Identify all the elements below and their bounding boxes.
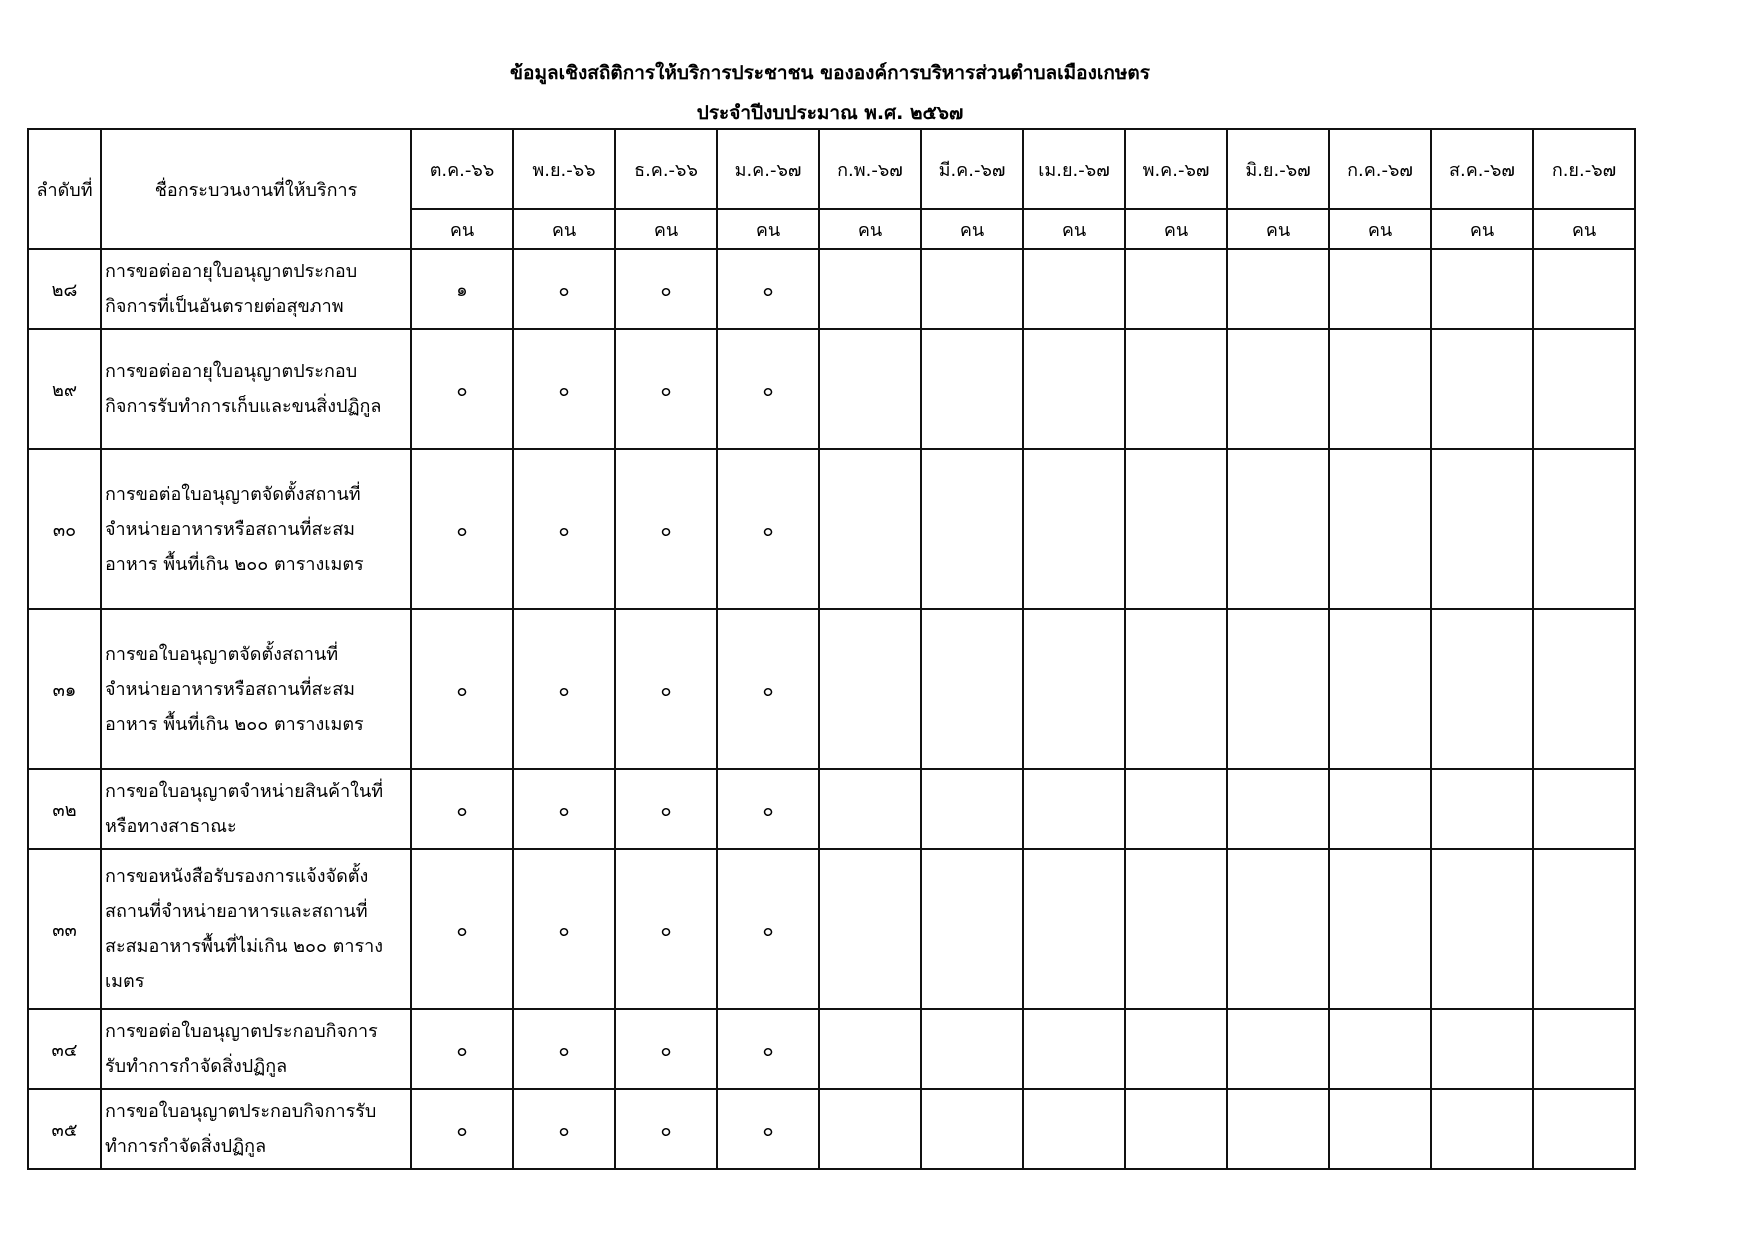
header-unit: คน — [819, 209, 921, 249]
row-value — [819, 249, 921, 329]
header-month: มิ.ย.-๖๗ — [1227, 129, 1329, 209]
row-value — [819, 329, 921, 449]
service-name-line: อาหาร พื้นที่เกิน ๒๐๐ ตารางเมตร — [105, 713, 364, 735]
header-month: ก.ค.-๖๗ — [1329, 129, 1431, 209]
row-value — [921, 329, 1023, 449]
service-name-line: การขอใบอนุญาตจัดตั้งสถานที่ — [105, 643, 339, 665]
row-value — [819, 609, 921, 769]
row-value — [1431, 609, 1533, 769]
header-unit: คน — [1125, 209, 1227, 249]
header-unit: คน — [615, 209, 717, 249]
row-value: ๐ — [513, 1009, 615, 1089]
row-value — [1533, 449, 1635, 609]
row-value — [1023, 449, 1125, 609]
header-month: ส.ค.-๖๗ — [1431, 129, 1533, 209]
header-unit: คน — [1533, 209, 1635, 249]
row-value — [819, 449, 921, 609]
service-name-line: อาหาร พื้นที่เกิน ๒๐๐ ตารางเมตร — [105, 553, 364, 575]
row-service-name — [101, 249, 411, 329]
table-row — [28, 449, 1635, 609]
row-value — [819, 849, 921, 1009]
row-value: ๑ — [411, 249, 513, 329]
row-value — [1533, 769, 1635, 849]
row-value — [1431, 249, 1533, 329]
row-value — [1023, 1089, 1125, 1169]
row-value — [1227, 1089, 1329, 1169]
row-value — [1227, 769, 1329, 849]
row-value: ๐ — [513, 849, 615, 1009]
row-value — [1023, 609, 1125, 769]
table-row — [28, 1009, 1635, 1089]
row-value — [1125, 849, 1227, 1009]
row-number: ๓๕ — [28, 1089, 101, 1169]
row-value — [921, 249, 1023, 329]
row-value — [1125, 609, 1227, 769]
row-value — [1329, 1089, 1431, 1169]
header-unit: คน — [921, 209, 1023, 249]
header-month: เม.ย.-๖๗ — [1023, 129, 1125, 209]
row-value: ๐ — [615, 769, 717, 849]
row-value — [1125, 1089, 1227, 1169]
header-month: ก.ย.-๖๗ — [1533, 129, 1635, 209]
service-name-line: สถานที่จำหน่ายอาหารและสถานที่ — [105, 901, 368, 922]
row-value — [1533, 609, 1635, 769]
header-month: ต.ค.-๖๖ — [411, 129, 513, 209]
service-name-line: การขอใบอนุญาตประกอบกิจการรับ — [105, 1101, 377, 1122]
row-value — [1125, 769, 1227, 849]
row-value — [1533, 329, 1635, 449]
row-service-name — [101, 1009, 411, 1089]
row-service-name — [101, 449, 411, 609]
row-value — [1431, 1009, 1533, 1089]
row-value: ๐ — [411, 769, 513, 849]
table-row — [28, 249, 1635, 329]
header-unit: คน — [513, 209, 615, 249]
row-value: ๐ — [717, 609, 819, 769]
row-value — [921, 449, 1023, 609]
header-unit: คน — [1227, 209, 1329, 249]
row-value — [1431, 769, 1533, 849]
row-value — [1227, 609, 1329, 769]
table-row — [28, 329, 1635, 449]
row-service-name — [101, 849, 411, 1009]
row-value: ๐ — [615, 249, 717, 329]
row-number: ๓๒ — [28, 769, 101, 849]
service-name-line: เมตร — [105, 971, 145, 992]
row-value — [1125, 449, 1227, 609]
row-value: ๐ — [717, 1089, 819, 1169]
table-row — [28, 1089, 1635, 1169]
row-value — [921, 609, 1023, 769]
row-value: ๐ — [615, 609, 717, 769]
service-name-line: การขอต่อใบอนุญาตประกอบกิจการ — [105, 1021, 378, 1042]
row-value: ๐ — [513, 609, 615, 769]
row-value — [1023, 769, 1125, 849]
row-value — [1125, 329, 1227, 449]
header-unit: คน — [1023, 209, 1125, 249]
row-value: ๐ — [615, 849, 717, 1009]
service-name-line: จำหน่ายอาหารหรือสถานที่สะสม — [105, 518, 356, 540]
row-value — [1023, 849, 1125, 1009]
row-value: ๐ — [411, 609, 513, 769]
service-name-line: หรือทางสาธาณะ — [105, 816, 237, 837]
service-name-line: กิจการรับทำการเก็บและขนสิ่งปฏิกูล — [105, 396, 382, 417]
row-value — [1431, 449, 1533, 609]
header-month: ธ.ค.-๖๖ — [615, 129, 717, 209]
service-name-line: สะสมอาหารพื้นที่ไม่เกิน ๒๐๐ ตาราง — [105, 936, 384, 957]
row-value — [819, 769, 921, 849]
row-value: ๐ — [411, 849, 513, 1009]
row-value — [1329, 609, 1431, 769]
row-value — [1329, 769, 1431, 849]
row-value: ๐ — [717, 249, 819, 329]
row-value: ๐ — [717, 849, 819, 1009]
header-unit: คน — [411, 209, 513, 249]
header-month: ก.พ.-๖๗ — [819, 129, 921, 209]
row-value: ๐ — [411, 1089, 513, 1169]
header-unit: คน — [717, 209, 819, 249]
header-no: ลำดับที่ — [28, 129, 101, 249]
row-value — [1533, 849, 1635, 1009]
row-number: ๓๐ — [28, 449, 101, 609]
table-row — [28, 609, 1635, 769]
row-value — [1329, 1009, 1431, 1089]
row-value: ๐ — [513, 449, 615, 609]
row-value: ๐ — [717, 329, 819, 449]
row-value: ๐ — [513, 329, 615, 449]
row-value — [1125, 249, 1227, 329]
row-value — [819, 1009, 921, 1089]
header-month: ม.ค.-๖๗ — [717, 129, 819, 209]
row-number: ๓๓ — [28, 849, 101, 1009]
row-value — [921, 1089, 1023, 1169]
row-value: ๐ — [615, 1009, 717, 1089]
row-value: ๐ — [513, 1089, 615, 1169]
row-value — [1125, 1009, 1227, 1089]
row-value: ๐ — [411, 449, 513, 609]
row-value — [921, 1009, 1023, 1089]
row-value — [819, 1089, 921, 1169]
service-name-line: กิจการที่เป็นอันตรายต่อสุขภาพ — [105, 296, 344, 317]
statistics-table — [27, 128, 1636, 1170]
row-value: ๐ — [717, 769, 819, 849]
row-value: ๐ — [615, 329, 717, 449]
row-value — [1227, 329, 1329, 449]
row-number: ๓๔ — [28, 1009, 101, 1089]
document-subtitle: ประจำปีงบประมาณ พ.ศ. ๒๕๖๗ — [696, 102, 964, 124]
row-number: ๒๙ — [28, 329, 101, 449]
row-number: ๓๑ — [28, 609, 101, 769]
row-value: ๐ — [411, 1009, 513, 1089]
row-value — [1023, 249, 1125, 329]
row-value — [1227, 449, 1329, 609]
row-value — [1431, 1089, 1533, 1169]
header-row — [28, 129, 1635, 209]
service-name-line: การขอต่ออายุใบอนุญาตประกอบ — [105, 361, 358, 382]
row-value: ๐ — [615, 1089, 717, 1169]
header-month: พ.ย.-๖๖ — [513, 129, 615, 209]
service-name-line: การขอต่ออายุใบอนุญาตประกอบ — [105, 261, 358, 282]
header-name: ชื่อกระบวนงานที่ให้บริการ — [101, 129, 411, 249]
row-value: ๐ — [513, 769, 615, 849]
row-value — [1227, 249, 1329, 329]
row-value — [1329, 249, 1431, 329]
row-value — [1023, 1009, 1125, 1089]
row-value — [1533, 1089, 1635, 1169]
service-name-line: การขอต่อใบอนุญาตจัดตั้งสถานที่ — [105, 483, 361, 505]
row-value — [1431, 849, 1533, 1009]
row-value — [1227, 849, 1329, 1009]
row-value: ๐ — [717, 449, 819, 609]
row-value — [1533, 1009, 1635, 1089]
row-value — [1431, 329, 1533, 449]
table-row — [28, 849, 1635, 1009]
service-name-line: รับทำการกำจัดสิ่งปฏิกูล — [105, 1056, 288, 1077]
row-value — [1533, 249, 1635, 329]
row-value — [921, 849, 1023, 1009]
table-row — [28, 769, 1635, 849]
row-value — [1023, 329, 1125, 449]
header-unit: คน — [1431, 209, 1533, 249]
row-service-name — [101, 1089, 411, 1169]
row-service-name — [101, 769, 411, 849]
row-number: ๒๘ — [28, 249, 101, 329]
row-value: ๐ — [513, 249, 615, 329]
row-value: ๐ — [615, 449, 717, 609]
header-month: พ.ค.-๖๗ — [1125, 129, 1227, 209]
header-month: มี.ค.-๖๗ — [921, 129, 1023, 209]
row-value — [1329, 449, 1431, 609]
header-unit: คน — [1329, 209, 1431, 249]
row-value — [921, 769, 1023, 849]
document-title: ข้อมูลเชิงสถิติการให้บริการประชาชน ขององค์การบริหารส่วนตำบลเมืองเกษตร — [510, 62, 1150, 84]
service-name-line: การขอใบอนุญาตจำหน่ายสินค้าในที่ — [105, 781, 384, 802]
row-service-name — [101, 609, 411, 769]
row-value — [1227, 1009, 1329, 1089]
service-name-line: การขอหนังสือรับรองการแจ้งจัดตั้ง — [105, 866, 369, 887]
row-value — [1329, 849, 1431, 1009]
service-name-line: ทำการกำจัดสิ่งปฏิกูล — [105, 1136, 267, 1157]
row-service-name — [101, 329, 411, 449]
service-name-line: จำหน่ายอาหารหรือสถานที่สะสม — [105, 678, 356, 700]
row-value: ๐ — [411, 329, 513, 449]
row-value: ๐ — [717, 1009, 819, 1089]
row-value — [1329, 329, 1431, 449]
